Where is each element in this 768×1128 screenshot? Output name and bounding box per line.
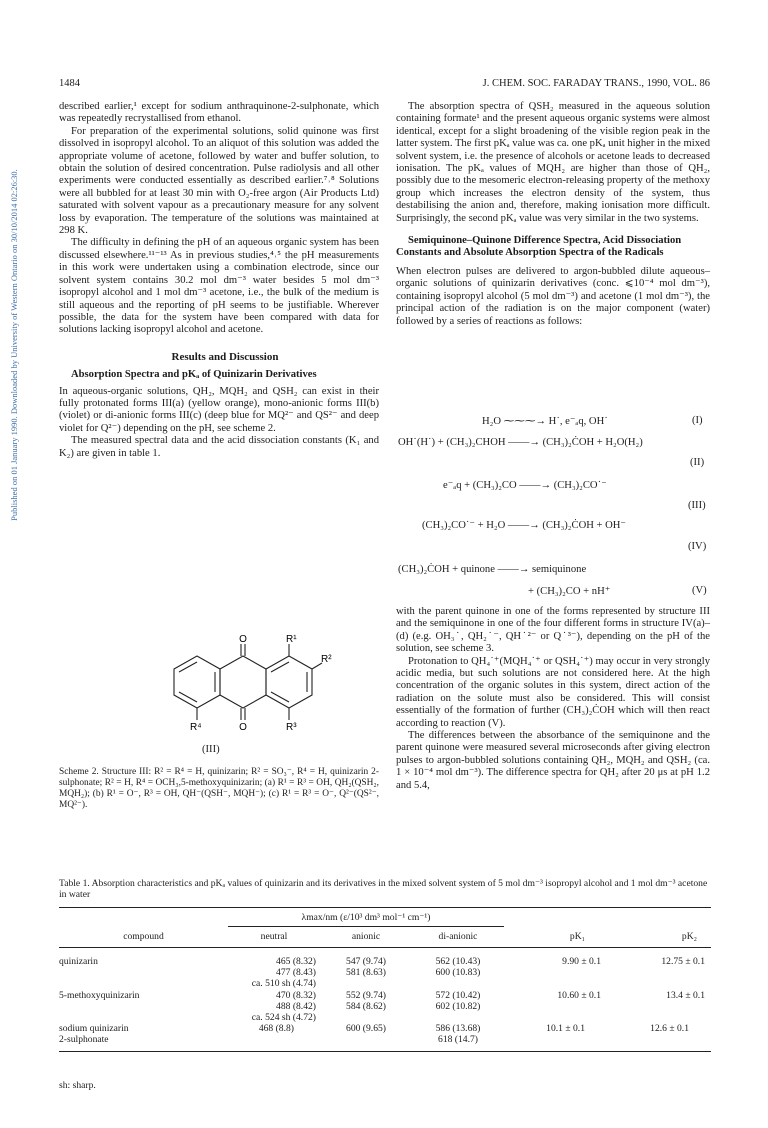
reaction-number: (III) — [688, 500, 706, 511]
col-header: di-anionic — [438, 931, 478, 942]
table-footnote: sh: sharp. — [59, 1080, 96, 1091]
reaction-number: (I) — [692, 415, 703, 426]
cell-neutral: 468 (8.8) — [258, 1023, 294, 1035]
scheme-caption: Scheme 2. Structure III: R² = R⁴ = H, quinizarin; R² = SO₃⁻, R⁴ = H, quinizarin 2-sulphonate; R² = H, R⁴ = OCH₃,5-methoxyquinizarin; (a) R¹ = R³ = OH, QH₂(QSH₂, MQH₂); (b) R¹ = O⁻, R³ = OH, QH⁻(QSH⁻, MQH⁻); (c) R¹ = R³ = O⁻, Q²⁻(QS²⁻, MQ²⁻). — [59, 767, 379, 810]
table-rule-group — [228, 926, 504, 927]
download-note: Published on 01 January 1990. Downloaded by University of Western Ontario on 30/10/2014 02:26:30. — [9, 169, 19, 521]
col-header: pK₁ — [569, 931, 585, 942]
col-header: pK₂ — [681, 931, 697, 942]
paragraph: The absorption spectra of QSH₂ measured in the aqueous solution containing formate¹ and the present aqueous organic systems were almost identical, except for a slight broadening of the visible region peak in the latter system. The first pKₐ value was ca. one pKₐ unit higher in the mixed solvent system, i.e. the presence of alcohols or acetone leads to decreased ionisation. The pKₐ values of MQH₂ are higher than those of QH₂, possibly due to the mesomeric electron-releasing property of the methoxy group which increases the electron density of the system, thus destabilising the anion and, therefore, making ionisation more difficult. Surprisingly, the second pKₐ value was very similar in the two systems. — [396, 101, 710, 224]
cell-neutral: 465 (8.32) 477 (8.43) ca. 510 sh (4.74) — [251, 956, 316, 990]
right-column-top — [396, 101, 710, 328]
cell-neutral: 470 (8.32) 488 (8.42) ca. 524 sh (4.72) — [251, 989, 316, 1024]
cell-anionic: 600 (9.65) — [346, 1023, 386, 1035]
table-group-header: λmax/nm (ε/10³ dm³ mol⁻¹ cm⁻¹) — [301, 912, 431, 923]
subsection-heading: Absorption Spectra and pKₐ of Quinizarin Derivatives — [71, 369, 317, 381]
col-header: compound — [123, 931, 164, 942]
label-r3: R³ — [286, 722, 297, 733]
col-header: anionic — [351, 931, 381, 942]
cell-pk2: 12.6 ± 0.1 — [650, 1023, 689, 1035]
carbonyl-o-top: O — [239, 634, 247, 645]
structure-label: (III) — [202, 744, 220, 755]
label-r2: R² — [321, 654, 332, 665]
paragraph: The difficulty in defining the pH of an aqueous organic system has been discussed elsewhere.¹¹⁻¹³ As in previous studies,⁴˒⁵ the pH measurements in this work were undertaken using a combination electrode, since our solvent system contains 30.2 mol dm⁻³ water besides 5 mol dm⁻³ isopropyl alcohol and 1 mol dm⁻³ acetone, i.e., the bulk of the medium is still aqueous and the reporting of pH seems to be justifiable. Wherever possible, the data for the system have been compared with data for solutions lacking isopropyl alcohol and acetone. — [59, 237, 379, 336]
cell-pk1: 10.60 ± 0.1 — [557, 989, 601, 1001]
paragraph: For preparation of the experimental solutions, solid quinone was first dissolved in isopropyl alcohol. To an aliquot of this solution was added the appropriate volume of acetone, followed by water and buffer solution, to obtain the solution of desired concentration. Pulse radiolysis and all other experiments were conducted essentially as described earlier.⁷˒⁸ Solutions were all bubbled for at least 30 min with O₂-free argon (Air Products Ltd) saturated with solvent vapour as a precautionary measure for any solvent loss by evaporation. The temperature of the solutions was maintained at 298 K. — [59, 125, 379, 237]
subsection-heading: Semiquinone–Quinone Difference Spectra, Acid Dissociation Constants and Absolute Absorption Spectra of the Radicals — [396, 235, 682, 259]
table-rule-top — [59, 907, 711, 908]
download-watermark — [4, 0, 18, 1128]
cell-pk1: 10.1 ± 0.1 — [546, 1023, 585, 1035]
reaction-number: (II) — [690, 457, 705, 468]
cell-compound: sodium quinizarin 2-sulphonate — [59, 1023, 129, 1046]
carbonyl-o-bottom: O — [239, 722, 247, 733]
cell-dianionic: 562 (10.43) 600 (10.83) — [435, 956, 481, 979]
reaction-2: OH˙(H˙) + (CH₃)₂CHOH ——→ (CH₃)₂ĊOH + H₂O(H₂) — [398, 437, 643, 448]
paragraph: The measured spectral data and the acid dissociation constants (K₁ and K₂) are given in table 1. — [59, 435, 379, 459]
reaction-number: (V) — [692, 585, 707, 596]
label-r4: R⁴ — [190, 722, 202, 733]
page-number: 1484 — [59, 78, 80, 89]
cell-dianionic: 572 (10.42) 602 (10.82) — [435, 989, 481, 1012]
paragraph: The differences between the absorbance of the semiquinone and the parent quinone were measured several microseconds after giving electron pulses to argon-bubbled solutions containing QH₂, MQH₂ and QSH₂ (ca. 1 × 10⁻⁴ mol dm⁻³). The difference spectra for QH₂ after 20 μs at pH 1.2 and 5.4, — [396, 730, 710, 791]
label-r1: R¹ — [286, 634, 297, 645]
cell-pk2: 13.4 ± 0.1 — [666, 989, 705, 1001]
table-header-row — [59, 931, 711, 947]
table-row — [59, 1023, 711, 1045]
reaction-4: (CH₃)₂CO˙⁻ + H₂O ——→ (CH₃)₂ĊOH + OH⁻ — [422, 520, 627, 531]
reaction-1: H₂O ⁓⁓⁓→ H˙, e⁻ₐq, OH˙ — [482, 416, 608, 427]
cell-dianionic: 586 (13.68) 618 (14.7) — [435, 1023, 481, 1046]
paragraph: When electron pulses are delivered to argon-bubbled dilute aqueous–organic solutions of quinizarin derivatives (conc. ⩽10⁻⁴ mol dm⁻³), containing isopropyl alcohol (5 mol dm⁻³) and acetone (1 mol dm⁻³), the principal action of the radiation is on the major component (water) followed by a series of reactions as follows: — [396, 265, 710, 327]
cell-pk2: 12.75 ± 0.1 — [661, 956, 705, 967]
right-column-bottom — [396, 606, 710, 792]
reaction-3: e⁻ₐq + (CH₃)₂CO ——→ (CH₃)₂CO˙⁻ — [443, 480, 607, 491]
cell-compound: 5-methoxyquinizarin — [59, 989, 140, 1001]
reaction-5-products: + (CH₃)₂CO + nH⁺ — [528, 586, 611, 597]
cell-compound: quinizarin — [59, 956, 98, 967]
table-caption: Table 1. Absorption characteristics and pKₐ values of quinizarin and its derivatives in the mixed solvent system of 5 mol dm⁻³ isopropyl alcohol and 1 mol dm⁻³ acetone in water — [59, 878, 708, 901]
reaction-number: (IV) — [688, 541, 707, 552]
reaction-5: (CH₃)₂ĊOH + quinone ——→ semiquinone — [398, 564, 587, 575]
section-heading: Results and Discussion — [171, 350, 279, 363]
quinizarin-structure-diagram — [150, 636, 330, 744]
journal-header: J. CHEM. SOC. FARADAY TRANS., 1990, VOL. 86 — [482, 78, 710, 89]
col-header: neutral — [260, 931, 288, 942]
paragraph: Protonation to QH₄˙⁺(MQH₄˙⁺ or QSH₄˙⁺) may occur in very strongly acidic media, but such solutions are not considered here. At the high concentration of the organic solutes in this system, direct action of the radiation on the solute must also be considered. This will consist essentially of the formation of further (CH₃)₂ĊOH which will then react according to reaction (V). — [396, 655, 710, 729]
paragraph: described earlier,¹ except for sodium anthraquinone-2-sulphonate, which was repeatedly recrystallised from ethanol. — [59, 101, 379, 125]
data-table — [59, 931, 711, 1052]
left-column-top — [59, 101, 379, 460]
paragraph: with the parent quinone in one of the forms represented by structure III and the semiquinone in one of the four different forms in structure IV(a)–(d) (e.g. OH₃˙, QH₂˙⁻, QH˙²⁻ or Q˙³⁻), depending on the pH of the solution, see scheme 3. — [396, 606, 710, 655]
table-row — [59, 956, 711, 990]
cell-anionic: 552 (9.74) 584 (8.62) — [346, 989, 386, 1012]
table-row — [59, 990, 711, 1024]
paragraph: In aqueous-organic solutions, QH₂, MQH₂ and QSH₂ can exist in their fully protonated forms III(a) (yellow orange), mono-anionic forms III(b) (violet) or di-anionic forms III(c) (deep blue for MQ²⁻ and QS²⁻ and deep violet for Q²⁻) depending on the pH, see scheme 2. — [59, 385, 379, 434]
cell-anionic: 547 (9.74) 581 (8.63) — [346, 956, 386, 979]
cell-pk1: 9.90 ± 0.1 — [562, 956, 601, 967]
